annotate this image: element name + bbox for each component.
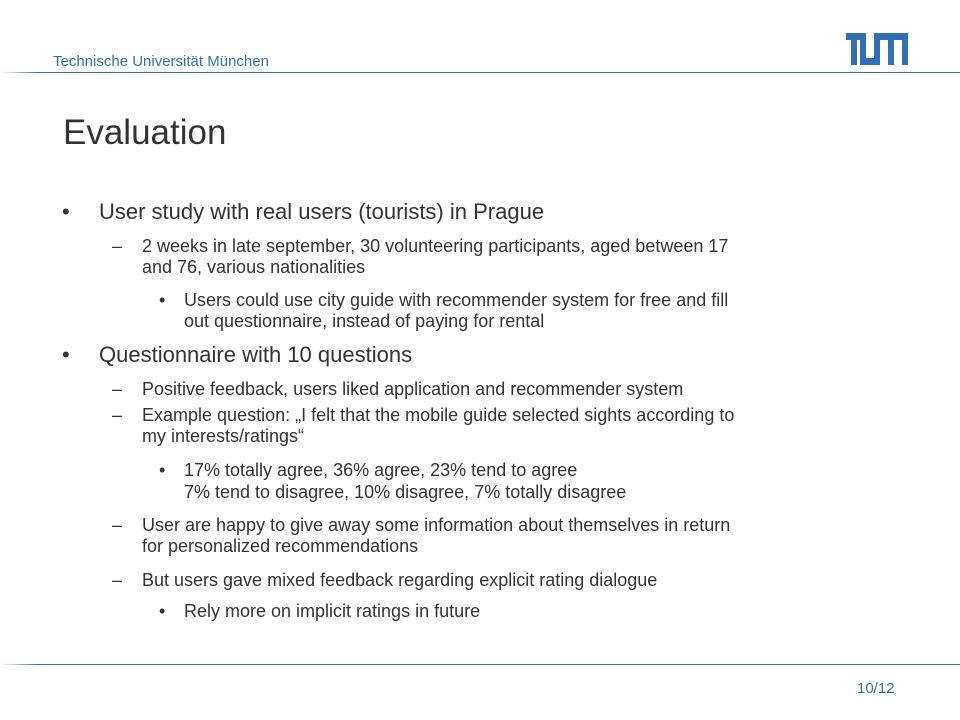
- subbullet-text: Rely more on implicit ratings in future: [184, 601, 481, 621]
- subbullet-text-continued: 7% tend to disagree, 10% disagree, 7% totally disagree: [184, 482, 627, 502]
- page-number: 10/12: [857, 680, 895, 697]
- dash-marker: –: [112, 405, 123, 425]
- dash-marker: –: [112, 570, 123, 590]
- subbullet-text-continued: out questionnaire, instead of paying for rental: [184, 311, 545, 331]
- dash-text: 2 weeks in late september, 30 volunteering participants, aged between 17: [142, 236, 729, 256]
- footer-divider: [0, 664, 960, 665]
- dash-marker: –: [112, 515, 123, 535]
- bullet-marker: •: [62, 342, 70, 367]
- university-name: Technische Universität München: [53, 53, 269, 70]
- dash-text-continued: and 76, various nationalities: [142, 257, 366, 277]
- dash-text: Example question: „I felt that the mobile guide selected sights according to: [142, 405, 735, 425]
- dash-text-continued: for personalized recommendations: [142, 536, 419, 556]
- dash-text-continued: my interests/ratings“: [142, 426, 305, 446]
- bullet-text: Questionnaire with 10 questions: [99, 342, 413, 367]
- dash-marker: –: [112, 379, 123, 399]
- dash-text: But users gave mixed feedback regarding explicit rating dialogue: [142, 570, 658, 590]
- bullet-marker: •: [62, 199, 70, 224]
- subbullet-marker: •: [159, 460, 166, 480]
- dash-marker: –: [112, 236, 123, 256]
- dash-text: Positive feedback, users liked application and recommender system: [142, 379, 684, 399]
- subbullet-text: 17% totally agree, 36% agree, 23% tend to agree: [184, 460, 578, 480]
- slide-title: Evaluation: [63, 113, 227, 152]
- subbullet-text: Users could use city guide with recommender system for free and fill: [184, 290, 729, 310]
- dash-text: User are happy to give away some information about themselves in return: [142, 515, 731, 535]
- subbullet-marker: •: [159, 290, 166, 310]
- subbullet-marker: •: [159, 601, 166, 621]
- bullet-text: User study with real users (tourists) in Prague: [99, 199, 545, 224]
